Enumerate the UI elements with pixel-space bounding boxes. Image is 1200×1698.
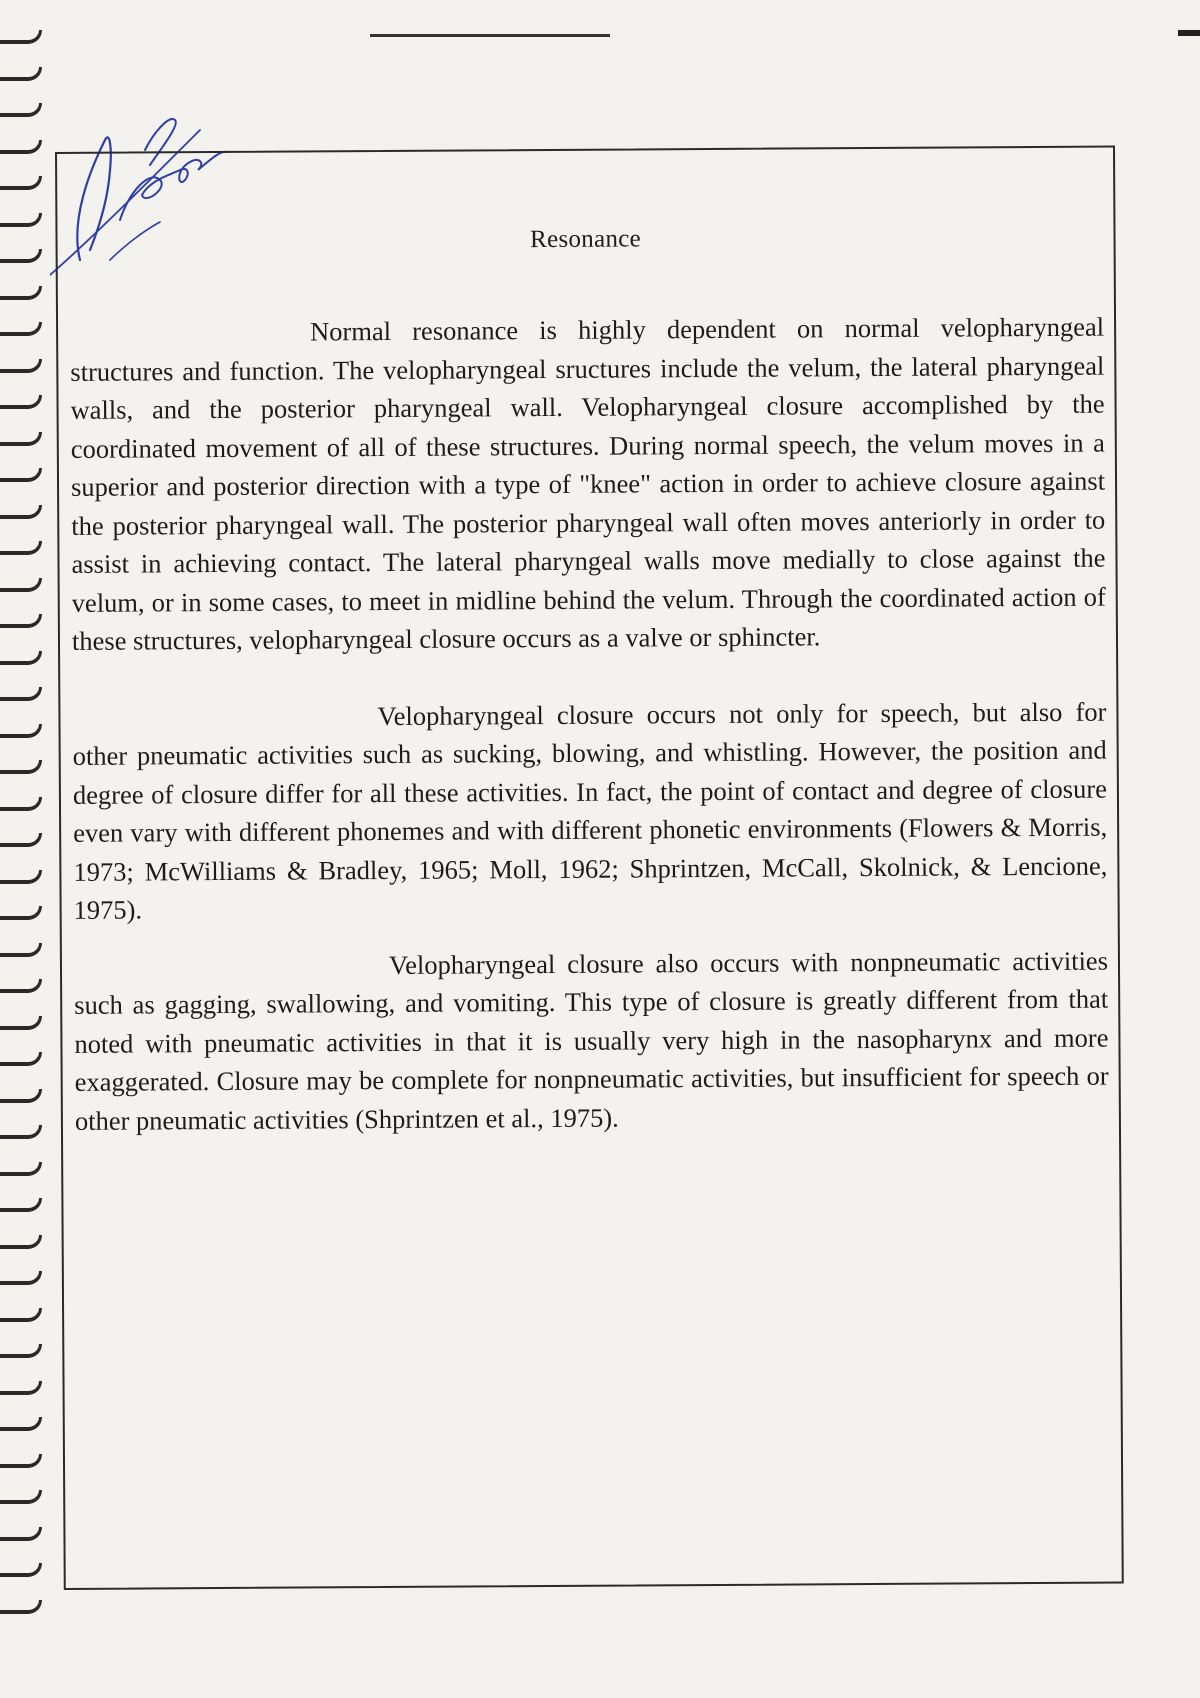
- binding-ring: [0, 943, 42, 957]
- binding-ring: [0, 176, 42, 190]
- binding-ring: [0, 103, 42, 117]
- binding-ring: [0, 870, 42, 884]
- binding-ring: [0, 614, 42, 628]
- binding-ring: [0, 140, 42, 154]
- binding-ring: [0, 1235, 42, 1249]
- binding-ring: [0, 432, 42, 446]
- binding-ring: [0, 1052, 42, 1066]
- binding-ring: [0, 1527, 42, 1541]
- binding-ring: [0, 760, 42, 774]
- binding-ring: [0, 1089, 42, 1103]
- binding-ring: [0, 1454, 42, 1468]
- binding-ring: [0, 1417, 42, 1431]
- binding-ring: [0, 1563, 42, 1577]
- binding-ring: [0, 1198, 42, 1212]
- binding-ring: [0, 797, 42, 811]
- binding-ring: [0, 1600, 42, 1614]
- binding-ring: [0, 1344, 42, 1358]
- binding-ring: [0, 249, 42, 263]
- binding-ring: [0, 578, 42, 592]
- binding-ring: [0, 30, 42, 44]
- binding-ring: [0, 1381, 42, 1395]
- binding-ring: [0, 505, 42, 519]
- binding-ring: [0, 687, 42, 701]
- binding-ring: [0, 1016, 42, 1030]
- binding-ring: [0, 67, 42, 81]
- page-title: Resonance: [529, 225, 642, 254]
- text-frame: [55, 146, 1124, 1590]
- binding-ring: [0, 541, 42, 555]
- binding-ring: [0, 1271, 42, 1285]
- binding-ring: [0, 1162, 42, 1176]
- paragraph: Normal resonance is highly dependent on normal velopharyngeal structures and function. The velopharyngeal sructures include the velum, the lateral pharyngeal walls, and the posterior pharyngeal wall. Velopharyngeal closure accomplished by the coordinated movement of all of these structures. During normal speech, the velum moves in a superior and posterior direction with a type of "knee" action in order to achieve closure against the posterior pharyngeal wall. The posterior pharyngeal wall often moves anteriorly in order to assist in achieving contact. The lateral pharyngeal walls move medially to close against the velum, or in some cases, to meet in midline behind the velum. Through the coordinated action of these structures, velopharyngeal closure occurs as a valve or sphincter.: [70, 311, 1106, 656]
- binding-ring: [0, 468, 42, 482]
- binding-ring: [0, 906, 42, 920]
- binding-ring: [0, 395, 42, 409]
- binding-ring: [0, 651, 42, 665]
- body-text: [70, 308, 1109, 1140]
- binding-ring: [0, 1125, 42, 1139]
- binding-ring: [0, 322, 42, 336]
- binding-ring: [0, 286, 42, 300]
- binding-ring: [0, 979, 42, 993]
- binding-ring: [0, 833, 42, 847]
- binding-ring: [0, 724, 42, 738]
- page-edge-right: [1178, 30, 1200, 36]
- binding-ring: [0, 1490, 42, 1504]
- paragraph: Velopharyngeal closure also occurs with nonpneumatic activities such as gagging, swallowing, and vomiting. This type of closure is greatly different from that noted with pneumatic activities in that it is usually very high in the nasopharynx and more exaggerated. Closure may be complete for nonpneumatic activities, but insufficient for speech or other pneumatic activities (Shprintzen et al., 1975).: [74, 945, 1109, 1136]
- binding-ring: [0, 213, 42, 227]
- binding-ring: [0, 359, 42, 373]
- binding-ring: [0, 1308, 42, 1322]
- spiral-binding: [0, 30, 46, 1670]
- paragraph: Velopharyngeal closure occurs not only for speech, but also for other pneumatic activities such as sucking, blowing, and whistling. However, the position and degree of closure differ for all these activities. In fact, the point of contact and degree of closure even vary with different phonemes and with different phonetic environments (Flowers & Morris, 1973; McWilliams & Bradley, 1965; Moll, 1962; Shprintzen, McCall, Skolnick, & Lencione, 1975).: [72, 696, 1108, 925]
- page-edge-top: [370, 34, 610, 37]
